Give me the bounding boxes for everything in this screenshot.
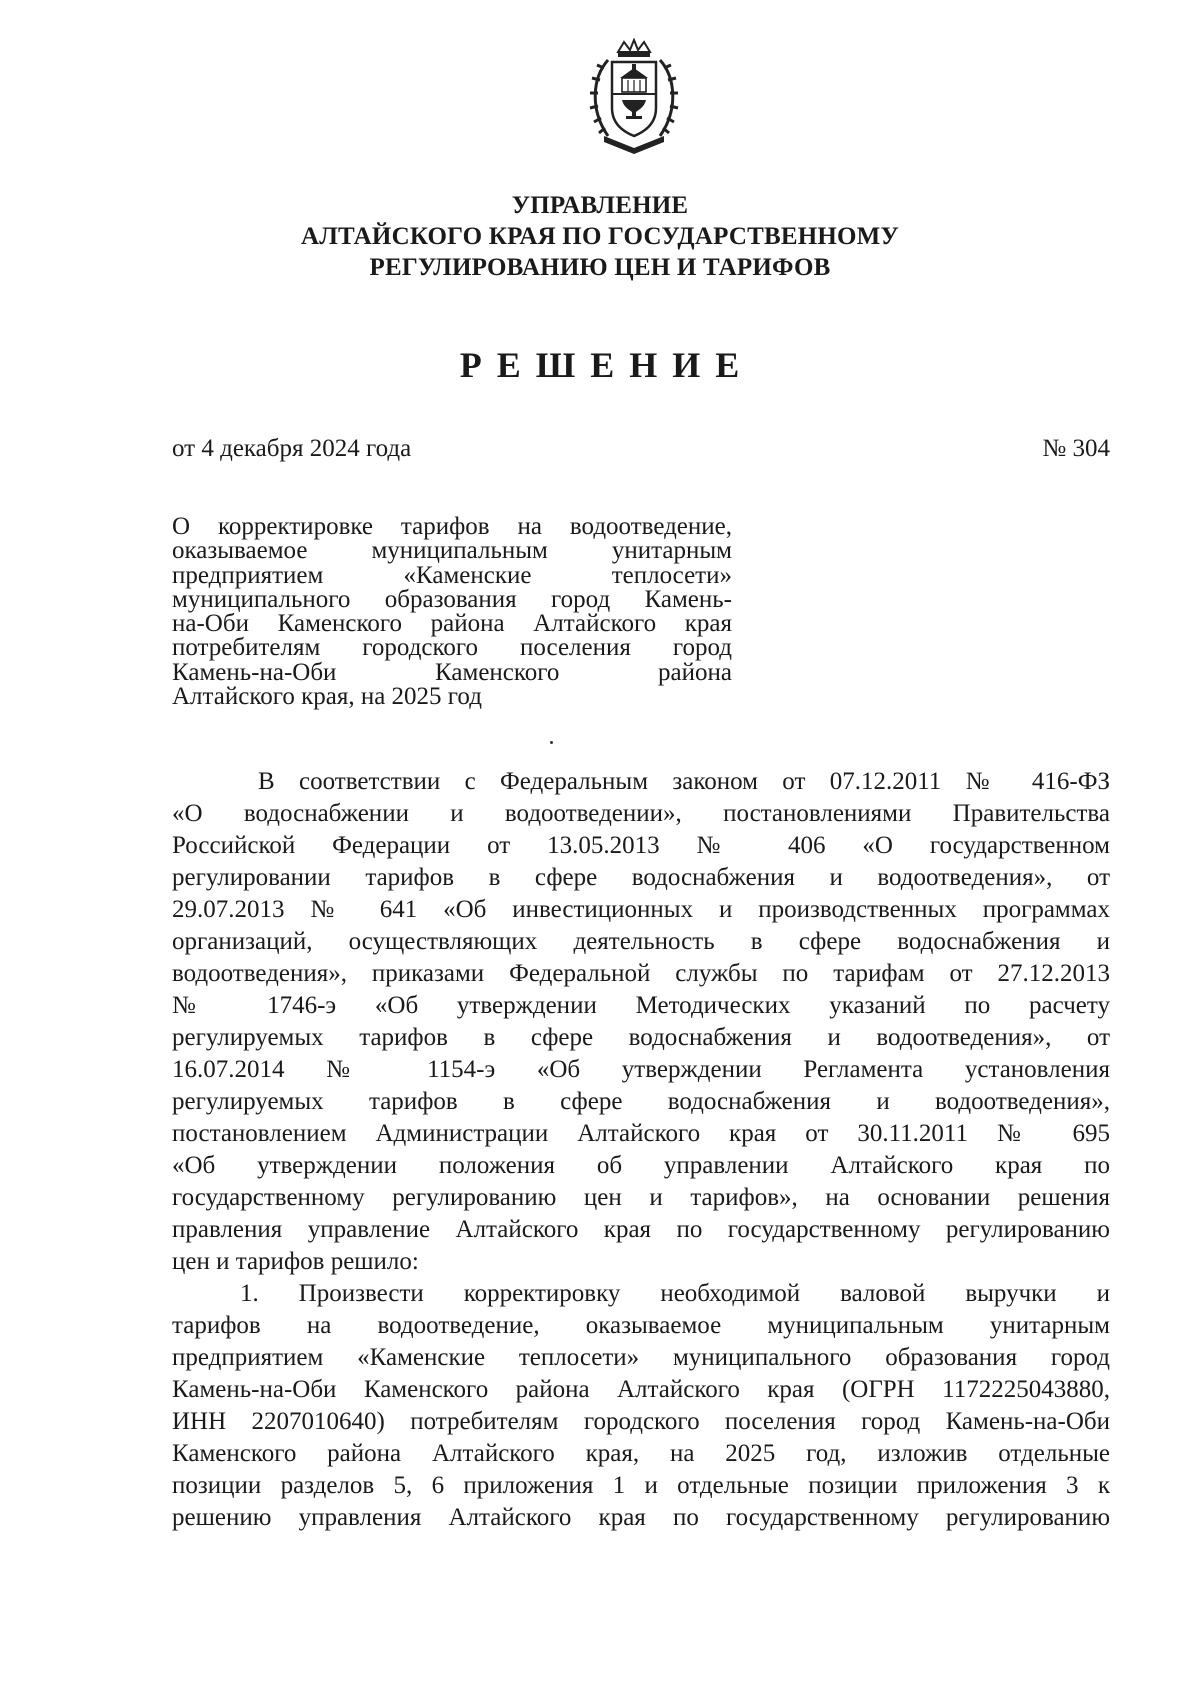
body-line: решению управления Алтайского края по государственному регулированию [172,1504,1110,1531]
body-line: регулируемых тарифов в сфере водоснабжения и водоотведения», [172,1088,1110,1115]
body-line: «Об утверждении положения об управлении Алтайского края по [172,1152,1110,1179]
body-line: № 1746-э «Об утверждении Методических указаний по расчету [172,992,1110,1019]
body-line: организаций, осуществляющих деятельность в сфере водоснабжения и [172,928,1110,955]
body-line: предприятием «Каменские теплосети» муниципального образования город [172,1344,1110,1371]
body-line: правления управление Алтайского края по государственному регулированию [172,1216,1110,1243]
subject-line: оказываемое муниципальным унитарным [172,537,732,565]
body-line: тарифов на водоотведение, оказываемое муниципальным унитарным [172,1312,1110,1339]
body-line: государственному регулированию цен и тарифов», на основании решения [172,1184,1110,1211]
body-line: 16.07.2014 № 1154-э «Об утверждении Регламента установления [172,1056,1110,1083]
subject-line: на-Оби Каменского района Алтайского края [172,610,732,638]
body-line: водоотведения», приказами Федеральной службы по тарифам от 27.12.2013 [172,960,1110,987]
subject-line: муниципального образования город Камень- [172,585,732,613]
body-line: цен и тарифов решило: [172,1248,419,1275]
subject-line: предприятием «Каменские теплосети» [172,561,732,589]
document-type-title: РЕШЕНИЕ [459,345,755,385]
subject-line: О корректировке тарифов на водоотведение, [172,513,732,540]
body-line: Каменского района Алтайского края, на 2025 год, изложив отдельные [172,1440,1110,1467]
organization-name-line-2: АЛТАЙСКОГО КРАЯ ПО ГОСУДАРСТВЕННОМУ [300,223,900,250]
subject-line: потребителям городского поселения город [172,634,732,662]
body-line: регулировании тарифов в сфере водоснабжения и водоотведения», от [172,864,1110,891]
stray-mark [550,741,553,744]
body-line: «О водоснабжении и водоотведении», постановлениями Правительства [172,800,1110,827]
body-line: ИНН 2207010640) потребителям городского поселения город Камень-на-Оби [172,1408,1110,1435]
subject-line: Камень-на-Оби Каменского района [172,658,732,686]
body-line: постановлением Администрации Алтайского края от 30.11.2011 № 695 [172,1120,1110,1147]
body-line: Российской Федерации от 13.05.2013 № 406 «О государственном [172,832,1110,859]
altai-krai-coat-of-arms-icon [578,38,690,156]
organization-name-line-3: РЕГУЛИРОВАНИЮ ЦЕН И ТАРИФОВ [369,254,831,281]
body-line: 1. Произвести корректировку необходимой валовой выручки и [240,1280,1110,1307]
document-body [172,766,1110,1534]
body-line: Камень-на-Оби Каменского района Алтайского края (ОГРН 1172225043880, [172,1376,1110,1403]
body-line: регулируемых тарифов в сфере водоснабжения и водоотведения», от [172,1024,1110,1051]
organization-name-line-1: УПРАВЛЕНИЕ [511,192,689,219]
body-line: В соответствии с Федеральным законом от 07.12.2011 № 416-ФЗ [258,768,1110,795]
document-number: № 304 [1042,435,1110,462]
body-line: позиции разделов 5, 6 приложения 1 и отдельные позиции приложения 3 к [172,1472,1110,1499]
document-subject [172,515,732,709]
subject-line: Алтайского края, на 2025 год [172,683,482,711]
document-date: от 4 декабря 2024 года [172,435,412,462]
body-line: 29.07.2013 № 641 «Об инвестиционных и производственных программах [172,896,1110,923]
